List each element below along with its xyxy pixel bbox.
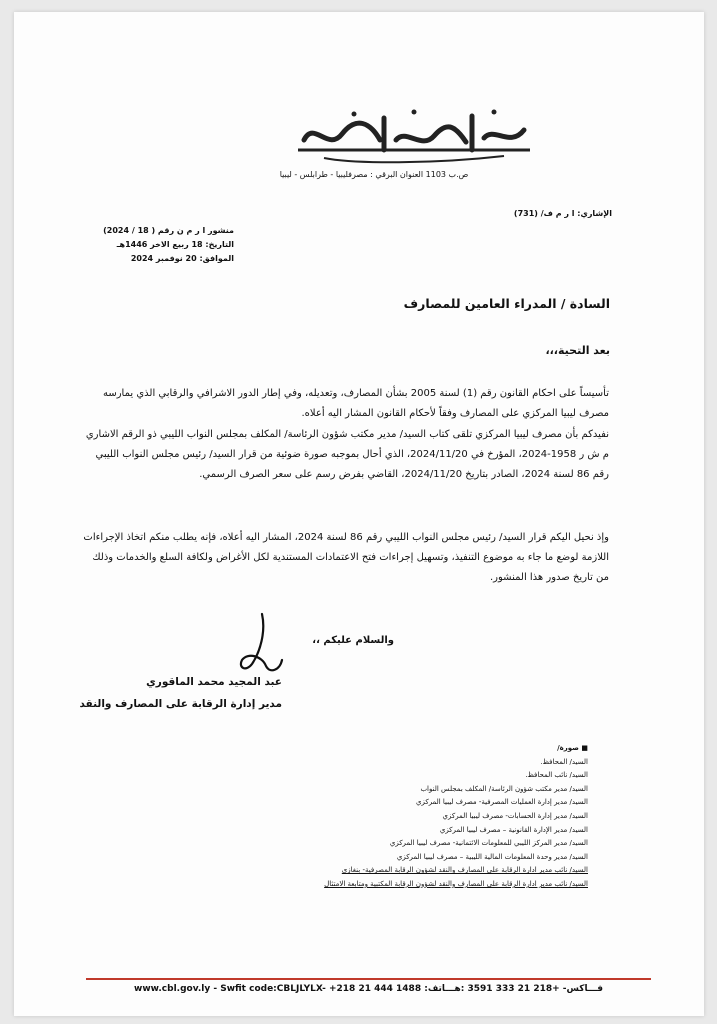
copies-header: ■ صورة/ xyxy=(557,744,588,752)
body-paragraph-3: وإذ نحيل اليكم قرار السيد/ رئيس مجلس النواب الليبي رقم 86 لسنة 2024، المشار اليه أعلاه، فإنه يطلب منكم اتخاذ الإجراءات اللازمة لوضع ما جاء به موضوع التنفيذ، وتسهيل إجراءات فتح الاعتمادات المستندية لكل الأغراض ولكافة السلع والخدمات وذلك من تاريخ صدور هذا المنشور. xyxy=(83,532,609,583)
greeting: بعد التحية،،، xyxy=(545,344,610,357)
recipient-line: السادة / المدراء العامين للمصارف xyxy=(403,296,610,311)
signatory-name: عبد المجيد محمد الماقوري xyxy=(146,676,282,688)
body-paragraph-1: تأسيساً على احكام القانون رقم (1) لسنة 2005 بشأن المصارف، وتعديله، وفي إطار الدور الاشرافي والرقابي الذي يمارسه مصرف ليبيا المركزي على المصارف وفقاً لأحكام القانون المشار اليه أعلاه. xyxy=(102,388,609,419)
copy-recipient: السيد/ نائب المحافظ. xyxy=(525,771,588,780)
copy-recipient: السيد/ مدير إدارة الحسابات- مصرف ليبيا المركزي xyxy=(442,811,588,820)
signatory-title: مدير إدارة الرقابة على المصارف والنقد xyxy=(79,698,282,710)
circular-info xyxy=(64,224,234,266)
copy-recipient: السيد/ نائب مدير ادارة الرقابة على المصارف والنقد لشؤون الرقابة المصرفية- بنغازي xyxy=(341,866,588,875)
copy-recipient: السيد/ نائب مدير ادارة الرقابة على المصارف والنقد لشؤون الرقابة المكتبية ومتابعة الامتثال xyxy=(324,879,588,888)
closing-salutation: والسلام عليكم ،، xyxy=(312,635,394,646)
footer-contact: www.cbl.gov.ly - Swfit code:CBLJLYLX- +218 21 444 1488 :فـــاكس- +218 21 333 3591 :هـــاتف xyxy=(134,984,603,994)
circular-number: منشور ا ر م ن رقم ( 18 / 2024) xyxy=(103,226,234,235)
copy-recipient: السيد/ مدير إدارة العمليات المصرفية- مصرف ليبيا المركزي xyxy=(416,798,588,807)
reference-number: الإشاري: ا ر م ف/ (731) xyxy=(513,209,612,218)
copy-recipient: السيد/ مدير الإدارة القانونية – مصرف ليبيا المركزي xyxy=(439,825,588,834)
handwritten-signature xyxy=(232,612,292,682)
copy-recipient: السيد/ مدير وحدة المعلومات المالية الليبية – مصرف ليبيا المركزي xyxy=(396,852,588,861)
cbl-calligraphic-logo xyxy=(284,100,544,166)
footer-divider xyxy=(86,978,651,980)
copy-recipient: السيد/ مدير مكتب شؤون الرئاسة/ المكلف بمجلس النواب xyxy=(420,784,588,793)
date-hijri: التاريخ: 18 ربيع الاخر 1446هـ xyxy=(116,240,234,249)
copy-recipient: السيد/ المحافظ. xyxy=(540,757,588,766)
letter-page xyxy=(14,12,704,1016)
date-gregorian: الموافق: 20 نوفمبر 2024 xyxy=(130,254,234,263)
copy-recipient: السيد/ مدير المركز الليبي للمعلومات الائتمانية- مصرف ليبيا المركزي xyxy=(389,839,588,848)
body-paragraph-2: نفيدكم بأن مصرف ليبيا المركزي تلقى كتاب السيد/ مدير مكتب شؤون الرئاسة/ المكلف بمجلس النواب الليبي ذو الرقم الاشاري م ش ر 1958-2024، المؤرخ في 2024/11/20، الذي أحال بموجبه صورة ضوئية من قرار السيد/ رئيس مجلس النواب الليبي رقم 86 لسنة 2024، الصادر بتاريخ 2024/11/20، القاضي بفرض رسم على سعر الصرف الرسمي. xyxy=(85,429,609,480)
copies-list xyxy=(228,742,588,892)
letterhead-address: ص.ب 1103 العنوان البرقي : مصرفليبيا - طرابلس - ليبيا xyxy=(279,170,469,179)
